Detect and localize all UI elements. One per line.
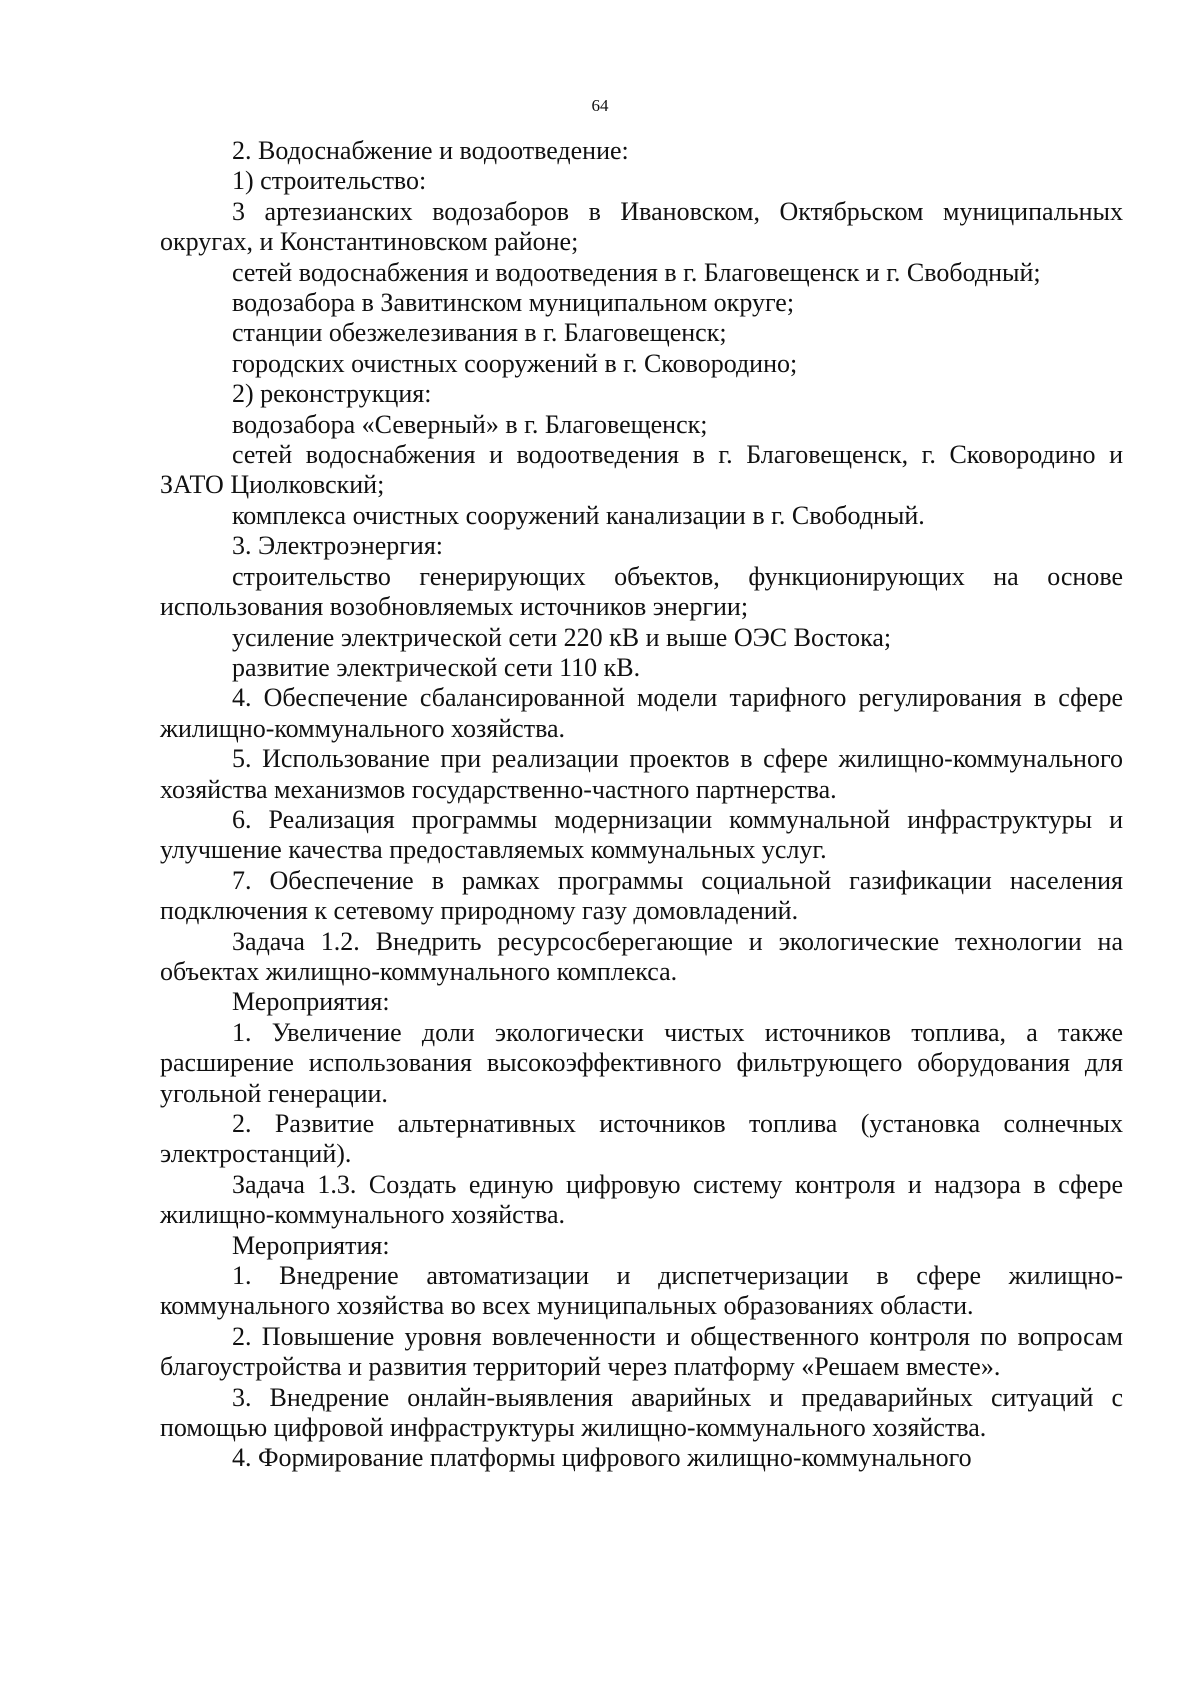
paragraph: сетей водоснабжения и водоотведения в г. Благовещенск и г. Свободный; [232,257,1041,287]
paragraph: 4. Формирование платформы цифрового жилищно-коммунального [232,1443,972,1473]
paragraph: усиление электрической сети 220 кВ и выше ОЭС Востока; [232,622,892,652]
paragraph: 7. Обеспечение в рамках программы социальной газификации населения подключения к сетевому природному газу домовладений. [160,865,1123,926]
paragraph: 6. Реализация программы модернизации коммунальной инфраструктуры и улучшение качества предоставляемых коммунальных услуг. [160,804,1123,865]
paragraph: 3. Электроэнергия: [232,531,443,561]
paragraph: Задача 1.2. Внедрить ресурсосберегающие и экологические технологии на объектах жилищно-коммунального комплекса. [160,926,1123,986]
paragraph: Задача 1.3. Создать единую цифровую систему контроля и надзора в сфере жилищно-коммунального хозяйства. [160,1169,1123,1230]
paragraph: водозабора «Северный» в г. Благовещенск; [232,409,708,439]
paragraph: 4. Обеспечение сбалансированной модели тарифного регулирования в сфере жилищно-коммунального хозяйства. [160,683,1123,743]
paragraph: 2. Водоснабжение и водоотведение: [232,136,629,165]
paragraph: сетей водоснабжения и водоотведения в г. Благовещенск, г. Сковородино и ЗАТО Циолковский; [160,440,1123,500]
paragraph: водозабора в Завитинском муниципальном округе; [232,288,795,318]
page-number: 64 [591,96,609,115]
paragraph: Мероприятия: [232,1230,390,1260]
paragraph: 1) строительство: [232,166,427,196]
paragraph: 2) реконструкция: [232,379,432,409]
paragraph: Мероприятия: [232,987,390,1017]
document-body [160,136,1123,1474]
paragraph: 5. Использование при реализации проектов в сфере жилищно-коммунального хозяйства механизмов государственно-частного партнерства. [160,744,1123,804]
paragraph: развитие электрической сети 110 кВ. [232,652,641,682]
paragraph: 3 артезианских водозаборов в Ивановском, Октябрьском муниципальных округах, и Константиновском районе; [160,196,1123,257]
paragraph: 1. Увеличение доли экологически чистых источников топлива, а также расширение использования высокоэффективного фильтрующего оборудования для угольной генерации. [160,1017,1123,1108]
paragraph: 3. Внедрение онлайн-выявления аварийных и предаварийных ситуаций с помощью цифровой инфраструктуры жилищно-коммунального хозяйства. [160,1382,1123,1443]
paragraph: комплекса очистных сооружений канализации в г. Свободный. [232,500,925,530]
paragraph: 2. Повышение уровня вовлеченности и общественного контроля по вопросам благоустройства и развития территорий через платформу «Решаем вместе». [160,1321,1123,1382]
paragraph: 2. Развитие альтернативных источников топлива (установка солнечных электростанций). [160,1109,1123,1169]
paragraph: городских очистных сооружений в г. Сковородино; [232,348,798,378]
paragraph: станции обезжелезивания в г. Благовещенск; [232,318,727,348]
paragraph: строительство генерирующих объектов, функционирующих на основе использования возобновляемых источников энергии; [160,561,1123,622]
paragraph: 1. Внедрение автоматизации и диспетчеризации в сфере жилищно-коммунального хозяйства во всех муниципальных образованиях области. [160,1261,1123,1321]
